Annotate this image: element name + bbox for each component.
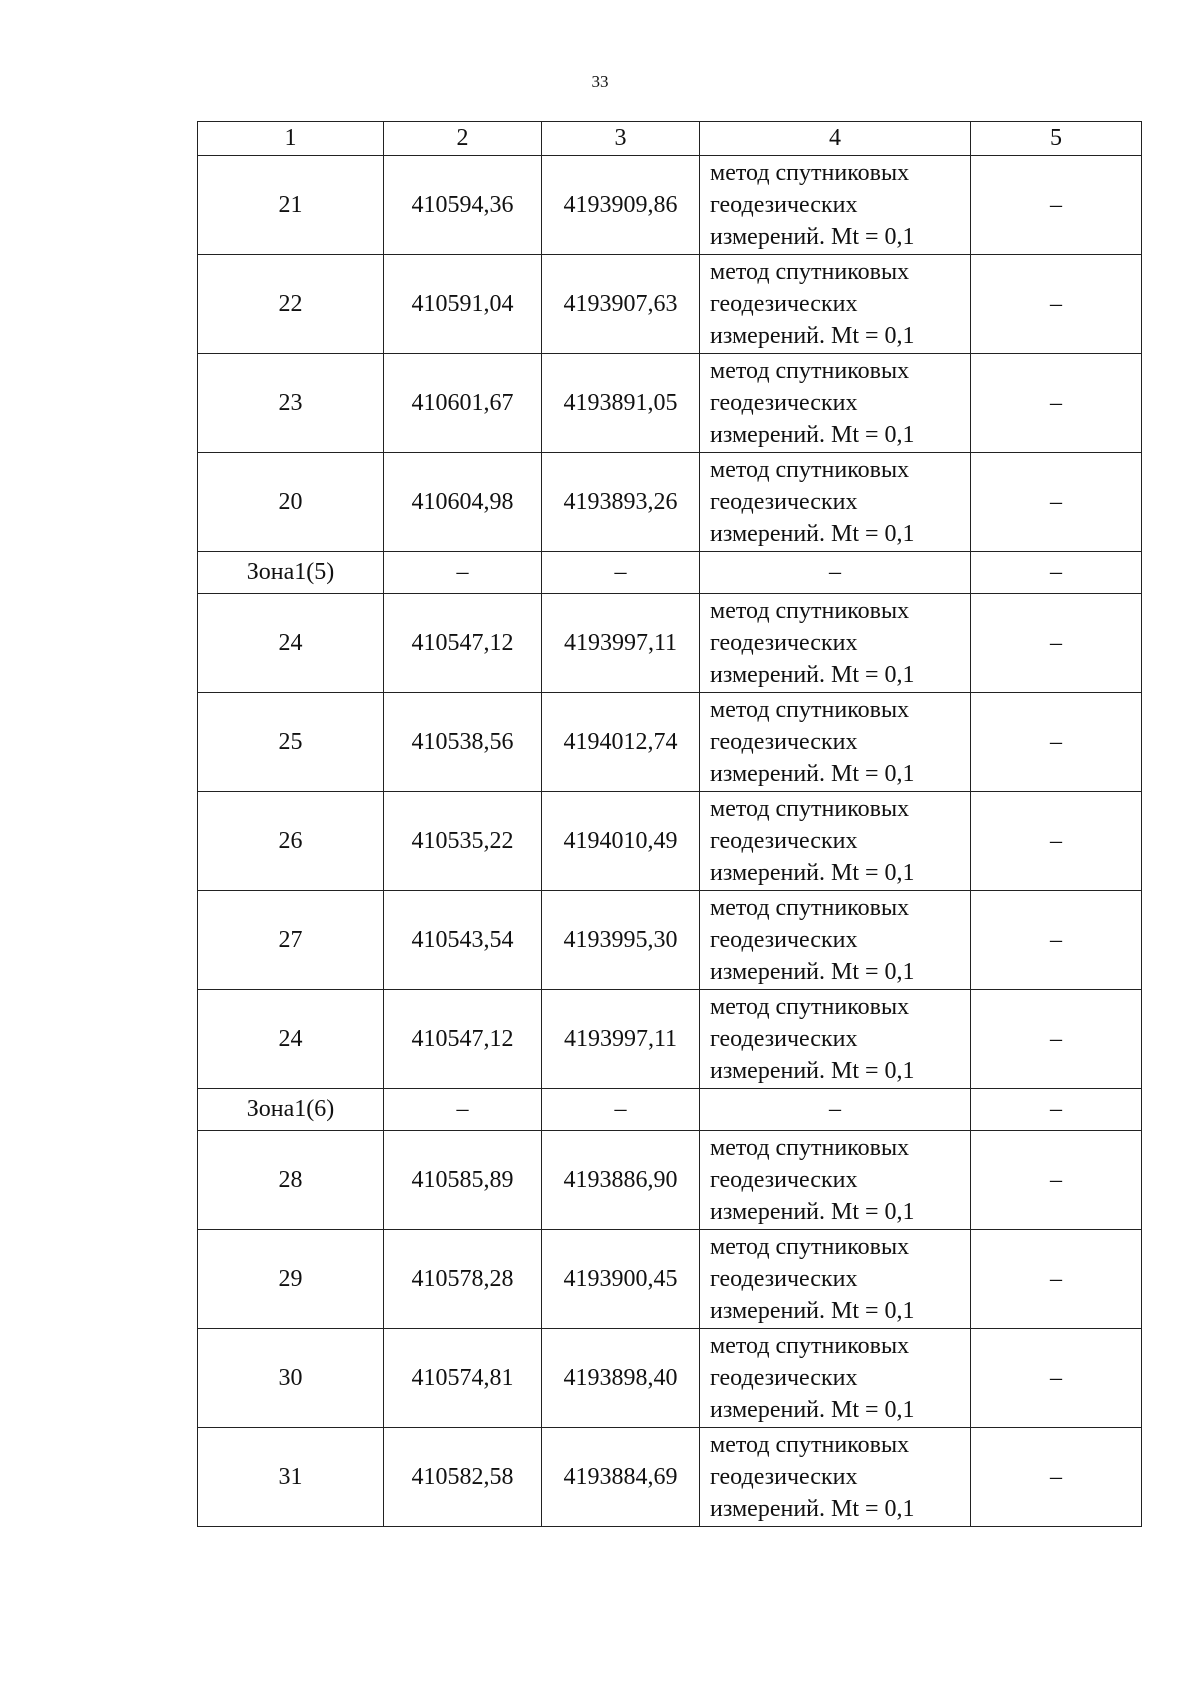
coordinate-y: 4193909,86 xyxy=(542,156,700,255)
coordinate-x: 410547,12 xyxy=(384,990,542,1089)
method-description xyxy=(700,1230,971,1329)
method-line: измерений. Mt = 0,1 xyxy=(710,1199,915,1225)
method-line: измерений. Mt = 0,1 xyxy=(710,761,915,787)
header-cell-3: 3 xyxy=(542,122,700,156)
zone-label: Зона1(5) xyxy=(198,552,384,594)
method-line: геодезических xyxy=(710,489,858,515)
coordinate-y: 4193997,11 xyxy=(542,594,700,693)
method-description xyxy=(700,594,971,693)
method-line: геодезических xyxy=(710,729,858,755)
note-cell: – xyxy=(971,354,1142,453)
method-line: измерений. Mt = 0,1 xyxy=(710,662,915,688)
method-line: метод спутниковых xyxy=(710,1432,910,1458)
table-row xyxy=(198,1428,1142,1527)
note-cell: – xyxy=(971,156,1142,255)
point-number: 29 xyxy=(198,1230,384,1329)
table-row xyxy=(198,354,1142,453)
zone-row xyxy=(198,552,1142,594)
method-line: измерений. Mt = 0,1 xyxy=(710,959,915,985)
method-line: геодезических xyxy=(710,192,858,218)
point-number: 27 xyxy=(198,891,384,990)
method-line: метод спутниковых xyxy=(710,1333,910,1359)
table-row xyxy=(198,693,1142,792)
method-line: измерений. Mt = 0,1 xyxy=(710,860,915,886)
method-description xyxy=(700,1428,971,1527)
header-cell-2: 2 xyxy=(384,122,542,156)
method-description xyxy=(700,453,971,552)
coordinate-y: 4193886,90 xyxy=(542,1131,700,1230)
method-line: геодезических xyxy=(710,828,858,854)
method-line: геодезических xyxy=(710,927,858,953)
table-row xyxy=(198,1131,1142,1230)
method-line: геодезических xyxy=(710,1464,858,1490)
point-number: 25 xyxy=(198,693,384,792)
method-line: геодезических xyxy=(710,1266,858,1292)
coordinate-y: 4194010,49 xyxy=(542,792,700,891)
note-cell: – xyxy=(971,1230,1142,1329)
zone-label: Зона1(6) xyxy=(198,1089,384,1131)
coordinate-y: 4193884,69 xyxy=(542,1428,700,1527)
method-line: метод спутниковых xyxy=(710,796,910,822)
method-line: метод спутниковых xyxy=(710,358,910,384)
table-row xyxy=(198,891,1142,990)
method-description xyxy=(700,156,971,255)
coordinate-y: 4193900,45 xyxy=(542,1230,700,1329)
method-line: геодезических xyxy=(710,1026,858,1052)
note-cell: – xyxy=(971,1329,1142,1428)
coordinate-x: 410535,22 xyxy=(384,792,542,891)
method-description xyxy=(700,693,971,792)
coordinate-y: 4193893,26 xyxy=(542,453,700,552)
table-row xyxy=(198,453,1142,552)
header-row xyxy=(198,122,1142,156)
coordinate-y: 4193898,40 xyxy=(542,1329,700,1428)
method-line: метод спутниковых xyxy=(710,895,910,921)
table-row xyxy=(198,156,1142,255)
note-cell: – xyxy=(971,594,1142,693)
method-line: измерений. Mt = 0,1 xyxy=(710,323,915,349)
header-cell-5: 5 xyxy=(971,122,1142,156)
table-row xyxy=(198,792,1142,891)
point-number: 31 xyxy=(198,1428,384,1527)
point-number: 20 xyxy=(198,453,384,552)
zone-empty-cell: – xyxy=(384,1089,542,1131)
method-line: геодезических xyxy=(710,630,858,656)
note-cell: – xyxy=(971,891,1142,990)
point-number: 24 xyxy=(198,594,384,693)
method-line: измерений. Mt = 0,1 xyxy=(710,1058,915,1084)
coordinate-x: 410538,56 xyxy=(384,693,542,792)
method-line: геодезических xyxy=(710,291,858,317)
coordinate-x: 410582,58 xyxy=(384,1428,542,1527)
zone-empty-cell: – xyxy=(542,552,700,594)
coordinate-x: 410578,28 xyxy=(384,1230,542,1329)
header-cell-1: 1 xyxy=(198,122,384,156)
zone-empty-cell: – xyxy=(971,1089,1142,1131)
table-row xyxy=(198,1329,1142,1428)
table-body xyxy=(198,156,1142,1527)
method-line: метод спутниковых xyxy=(710,259,910,285)
zone-empty-cell: – xyxy=(700,552,971,594)
method-line: геодезических xyxy=(710,1167,858,1193)
coordinates-table xyxy=(197,121,1142,1527)
table-header xyxy=(198,122,1142,156)
method-line: измерений. Mt = 0,1 xyxy=(710,1298,915,1324)
coordinate-x: 410543,54 xyxy=(384,891,542,990)
page-number: 33 xyxy=(591,72,609,91)
coordinate-x: 410591,04 xyxy=(384,255,542,354)
coordinate-y: 4193891,05 xyxy=(542,354,700,453)
method-description xyxy=(700,891,971,990)
coordinate-y: 4193997,11 xyxy=(542,990,700,1089)
coordinate-x: 410601,67 xyxy=(384,354,542,453)
note-cell: – xyxy=(971,693,1142,792)
note-cell: – xyxy=(971,990,1142,1089)
method-line: метод спутниковых xyxy=(710,160,910,186)
method-line: метод спутниковых xyxy=(710,697,910,723)
note-cell: – xyxy=(971,453,1142,552)
coordinate-x: 410585,89 xyxy=(384,1131,542,1230)
method-line: геодезических xyxy=(710,1365,858,1391)
zone-row xyxy=(198,1089,1142,1131)
note-cell: – xyxy=(971,792,1142,891)
method-description xyxy=(700,1131,971,1230)
table-row xyxy=(198,255,1142,354)
note-cell: – xyxy=(971,1428,1142,1527)
coordinate-y: 4194012,74 xyxy=(542,693,700,792)
coordinate-x: 410574,81 xyxy=(384,1329,542,1428)
point-number: 23 xyxy=(198,354,384,453)
point-number: 26 xyxy=(198,792,384,891)
zone-empty-cell: – xyxy=(971,552,1142,594)
zone-empty-cell: – xyxy=(384,552,542,594)
coordinate-x: 410547,12 xyxy=(384,594,542,693)
coordinate-y: 4193907,63 xyxy=(542,255,700,354)
method-line: метод спутниковых xyxy=(710,1234,910,1260)
method-line: измерений. Mt = 0,1 xyxy=(710,521,915,547)
method-line: метод спутниковых xyxy=(710,598,910,624)
table-row xyxy=(198,990,1142,1089)
method-description xyxy=(700,354,971,453)
coordinate-y: 4193995,30 xyxy=(542,891,700,990)
point-number: 22 xyxy=(198,255,384,354)
note-cell: – xyxy=(971,255,1142,354)
header-cell-4: 4 xyxy=(700,122,971,156)
method-description xyxy=(700,792,971,891)
method-line: измерений. Mt = 0,1 xyxy=(710,422,915,448)
method-line: измерений. Mt = 0,1 xyxy=(710,1397,915,1423)
method-line: метод спутниковых xyxy=(710,994,910,1020)
coordinate-x: 410594,36 xyxy=(384,156,542,255)
method-description xyxy=(700,990,971,1089)
method-line: измерений. Mt = 0,1 xyxy=(710,1496,915,1522)
note-cell: – xyxy=(971,1131,1142,1230)
point-number: 30 xyxy=(198,1329,384,1428)
zone-empty-cell: – xyxy=(542,1089,700,1131)
method-description xyxy=(700,1329,971,1428)
table-row xyxy=(198,594,1142,693)
point-number: 21 xyxy=(198,156,384,255)
method-line: метод спутниковых xyxy=(710,457,910,483)
zone-empty-cell: – xyxy=(700,1089,971,1131)
method-line: измерений. Mt = 0,1 xyxy=(710,224,915,250)
coordinate-x: 410604,98 xyxy=(384,453,542,552)
point-number: 24 xyxy=(198,990,384,1089)
method-description xyxy=(700,255,971,354)
table-row xyxy=(198,1230,1142,1329)
method-line: метод спутниковых xyxy=(710,1135,910,1161)
point-number: 28 xyxy=(198,1131,384,1230)
method-line: геодезических xyxy=(710,390,858,416)
